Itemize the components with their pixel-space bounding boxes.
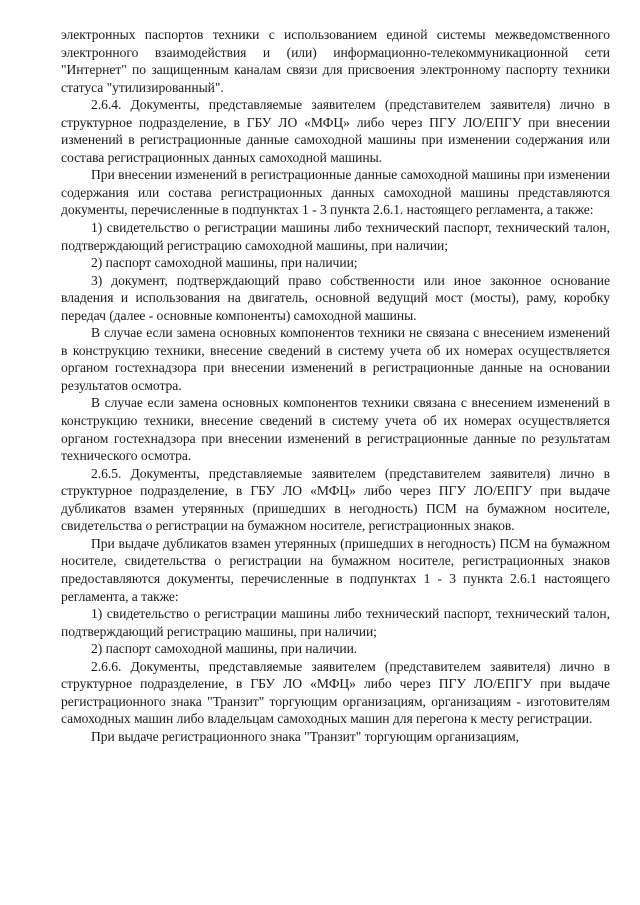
paragraph-2-6-6: 2.6.6. Документы, представляемые заявителем (представителем заявителя) лично в структурное подразделение, в ГБУ ЛО «МФЦ» либо через ПГУ ЛО/ЕПГУ при выдаче регистрационного знака "Транзит" торгующим организациям, организациям - изготовителям самоходных машин либо владельцам самоходных машин для перегона к месту регистрации. bbox=[61, 658, 610, 727]
paragraph-changes-documents-intro: При внесении изменений в регистрационные данные самоходной машины при изменении содержания или состава регистрационных данных самоходной машины представляются документы, перечисленные в подпунктах 1 - 3 пункта 2.6.1. настоящего регламента, а также: bbox=[61, 167, 610, 218]
paragraph-2-6-5: 2.6.5. Документы, представляемые заявителем (представителем заявителя) лично в структурное подразделение, в ГБУ ЛО «МФЦ» либо через ПГУ ЛО/ЕПГУ при выдаче дубликатов взамен утерянных (пришедших в негодность) ПСМ на бумажном носителе, свидетельства о регистрации на бумажном носителе, регистрационных знаков. bbox=[61, 465, 610, 534]
list-item-3-ownership-document: 3) документ, подтверждающий право собственности или иное законное основание владения и использования на двигатель, основной ведущий мост (мосты), раму, коробку передач (далее - основные компоненты) самоходной машины. bbox=[61, 272, 610, 323]
list-item-2-machine-passport-duplicate: 2) паспорт самоходной машины, при наличии. bbox=[91, 641, 358, 657]
document-page bbox=[61, 26, 610, 745]
list-item-1-registration-certificate: 1) свидетельство о регистрации машины либо технический паспорт, технический талон, подтверждающий регистрацию самоходной машины, при наличии; bbox=[61, 220, 610, 253]
paragraph-replacement-design-change: В случае если замена основных компонентов техники связана с внесением изменений в конструкцию техники, внесение сведений в систему учета об их номерах осуществляется органом гостехнадзора при внесении изменений в регистрационные данные по результатам технического осмотра. bbox=[61, 395, 610, 464]
list-item-2-machine-passport: 2) паспорт самоходной машины, при наличии; bbox=[91, 255, 358, 271]
paragraph-transit-sign-start: При выдаче регистрационного знака "Транзит" торгующим организациям, bbox=[91, 728, 520, 744]
paragraph-2-6-4: 2.6.4. Документы, представляемые заявителем (представителем заявителя) лично в структурное подразделение, в ГБУ ЛО «МФЦ» либо через ПГУ ЛО/ЕПГУ при внесении изменений в регистрационные данные самоходной машины при изменении содержания или состава регистрационных данных самоходной машины. bbox=[61, 97, 610, 165]
paragraph-replacement-no-design-change: В случае если замена основных компонентов техники не связана с внесением изменений в конструкцию техники, внесение сведений в систему учета об их номерах осуществляется органом гостехнадзора при внесении изменений в регистрационные данные на основании результатов осмотра. bbox=[61, 325, 610, 393]
paragraph-duplicates-documents-intro: При выдаче дубликатов взамен утерянных (пришедших в негодность) ПСМ на бумажном носителе, свидетельства о регистрации на бумажном носителе, регистрационных знаков предоставляются документы, перечисленные в подпунктах 1 - 3 пункта 2.6.1 настоящего регламента, а также: bbox=[61, 535, 610, 604]
list-item-1-registration-certificate-duplicate: 1) свидетельство о регистрации машины либо технический паспорт, технический талон, подтверждающий регистрацию машины, при наличии; bbox=[61, 606, 610, 639]
paragraph-electronic-passports-continuation: электронных паспортов техники с использованием единой системы межведомственного электронного взаимодействия и (или) информационно-телекоммуникационной сети "Интернет" по защищенным каналам связи для присвоения электронному паспорту техники статуса "утилизированный". bbox=[61, 27, 610, 95]
